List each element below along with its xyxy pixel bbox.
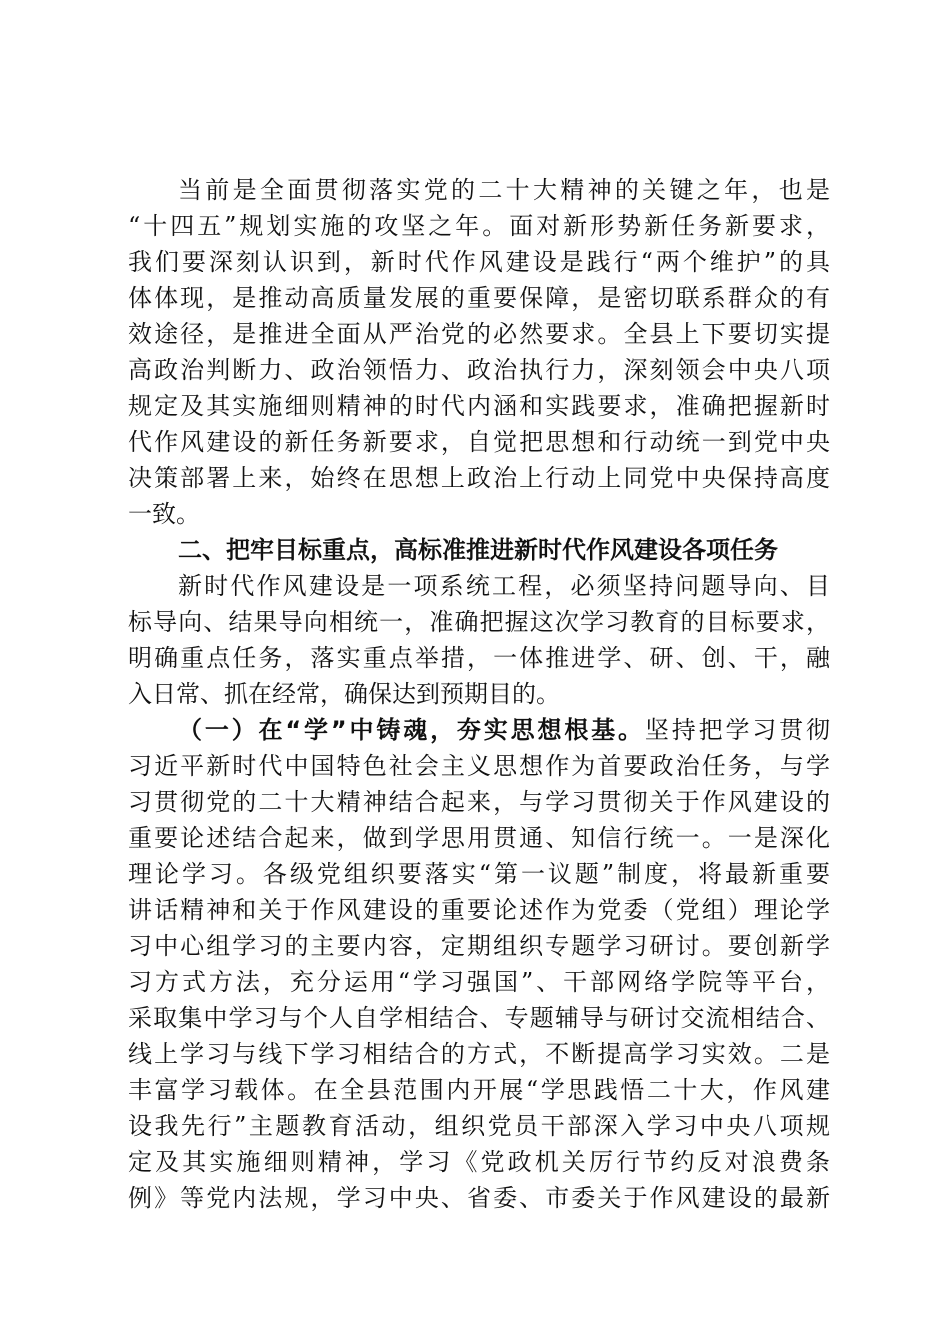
text-line: 高政治判断力、政治领悟力、政治执行力，深刻领会中央八项 bbox=[128, 356, 830, 384]
text-run: 坚持把学习贯彻 bbox=[644, 716, 830, 744]
text-line: 重要论述结合起来，做到学思用贯通、知信行统一。一是深化 bbox=[128, 824, 830, 852]
text-line: 习方式方法，充分运用“学习强国”、干部网络学院等平台， bbox=[128, 968, 830, 996]
subsection-lead: （一）在“学”中铸魂，夯实思想根基。 bbox=[178, 716, 645, 744]
text-line: 体体现，是推动高质量发展的重要保障，是密切联系群众的有 bbox=[128, 284, 830, 312]
text-line: 习近平新时代中国特色社会主义思想作为首要政治任务，与学 bbox=[128, 752, 830, 780]
text-line: 当前是全面贯彻落实党的二十大精神的关键之年，也是 bbox=[178, 176, 830, 204]
text-line: 习中心组学习的主要内容，定期组织专题学习研讨。要创新学 bbox=[128, 932, 830, 960]
text-line: 规定及其实施细则精神的时代内涵和实践要求，准确把握新时 bbox=[128, 392, 830, 420]
document-body bbox=[128, 172, 830, 1216]
text-line: 例》等党内法规，学习中央、省委、市委关于作风建设的最新 bbox=[128, 1184, 830, 1212]
paragraph-1 bbox=[128, 172, 830, 532]
section-heading: 二、把牢目标重点，高标准推进新时代作风建设各项任务 bbox=[178, 536, 778, 564]
text-line: 设我先行”主题教育活动，组织党员干部深入学习中央八项规 bbox=[128, 1112, 830, 1140]
text-line: 我们要深刻认识到，新时代作风建设是践行“两个维护”的具 bbox=[128, 248, 830, 276]
paragraph-3 bbox=[128, 712, 830, 1216]
text-line bbox=[128, 712, 830, 748]
paragraph-2 bbox=[128, 568, 830, 712]
text-line: 丰富学习载体。在全县范围内开展“学思践悟二十大，作风建 bbox=[128, 1076, 830, 1104]
text-line: 明确重点任务，落实重点举措，一体推进学、研、创、干，融 bbox=[128, 644, 830, 672]
text-line: 代作风建设的新任务新要求，自觉把思想和行动统一到党中央 bbox=[128, 428, 830, 456]
text-line: 决策部署上来，始终在思想上政治上行动上同党中央保持高度 bbox=[128, 464, 830, 492]
text-line: 入日常、抓在经常，确保达到预期目的。 bbox=[128, 680, 560, 708]
text-line: 讲话精神和关于作风建设的重要论述作为党委（党组）理论学 bbox=[128, 896, 830, 924]
text-line: 标导向、结果导向相统一，准确把握这次学习教育的目标要求， bbox=[128, 608, 830, 636]
text-line: “十四五”规划实施的攻坚之年。面对新形势新任务新要求， bbox=[128, 212, 830, 240]
text-line: 效途径，是推进全面从严治党的必然要求。全县上下要切实提 bbox=[128, 320, 830, 348]
text-line: 线上学习与线下学习相结合的方式，不断提高学习实效。二是 bbox=[128, 1040, 830, 1068]
text-line: 采取集中学习与个人自学相结合、专题辅导与研讨交流相结合、 bbox=[128, 1004, 830, 1032]
text-line: 定及其实施细则精神，学习《党政机关厉行节约反对浪费条 bbox=[128, 1148, 830, 1176]
text-line: 一致。 bbox=[128, 500, 200, 528]
text-line: 理论学习。各级党组织要落实“第一议题”制度，将最新重要 bbox=[128, 860, 830, 888]
text-line: 习贯彻党的二十大精神结合起来，与学习贯彻关于作风建设的 bbox=[128, 788, 830, 816]
text-line: 新时代作风建设是一项系统工程，必须坚持问题导向、目 bbox=[178, 572, 830, 600]
